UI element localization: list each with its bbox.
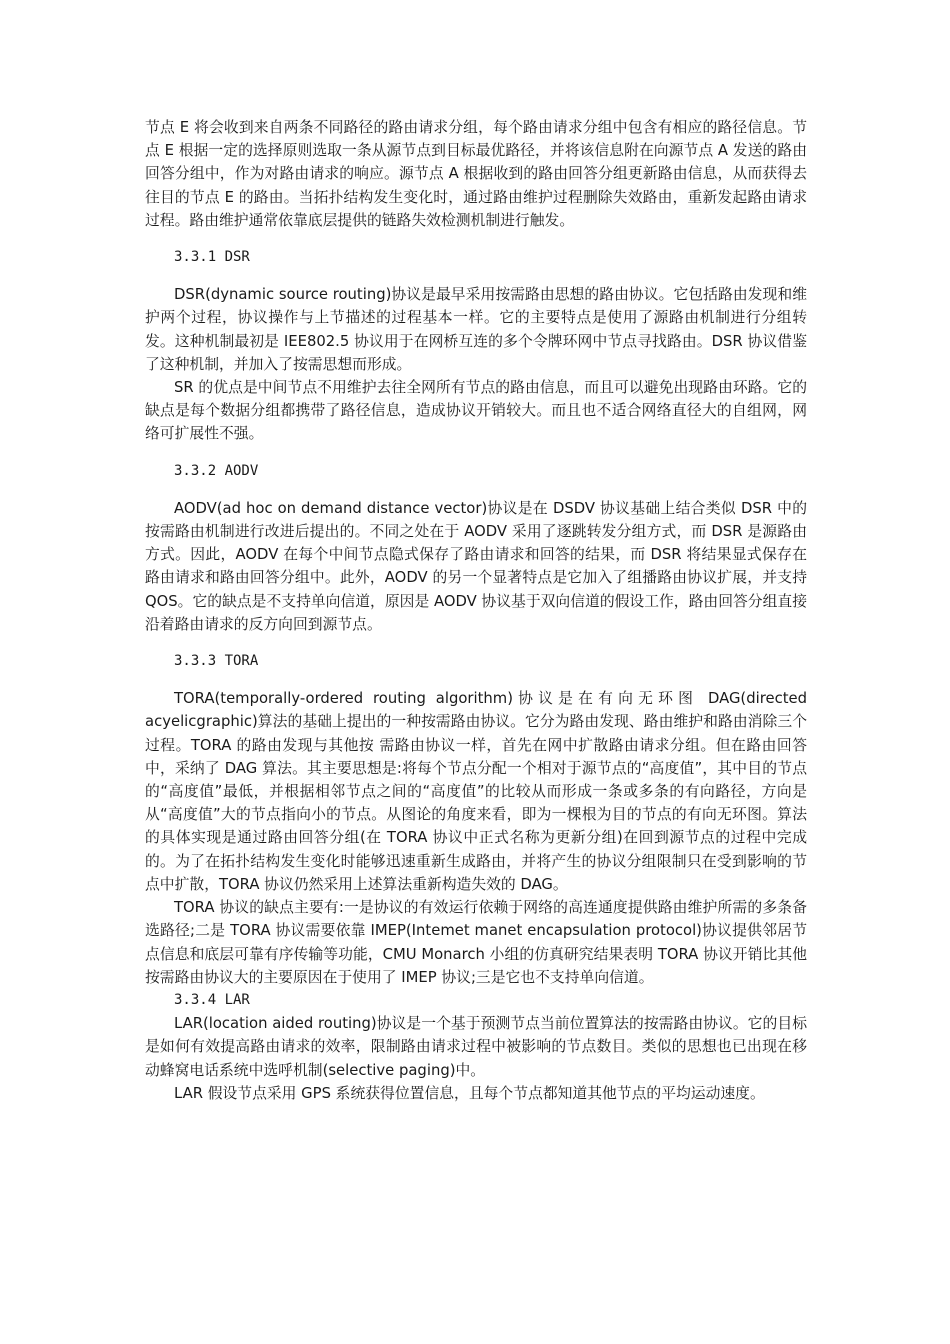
- intro-paragraph: 节点 E 将会收到来自两条不同路径的路由请求分组，每个路由请求分组中包含有相应的路径信息。节点 E 根据一定的选择原则选取一条从源节点到目标最优路径，并将该信息附在向源节点 A 发送的路由回答分组中，作为对路由请求的响应。源节点 A 根据收到的路由回答分组更新路由信息，从而获得去往目的节点 E 的路由。当拓扑结构发生变化时，通过路由维护过程删除失效路由，重新发起路由请求过程。路由维护通常依靠底层提供的链路失效检测机制进行触发。: [145, 119, 807, 229]
- lar-paragraph-2: LAR 假设节点采用 GPS 系统获得位置信息，且每个节点都知道其他节点的平均运动速度。: [174, 1084, 765, 1102]
- dsr-paragraph-2: SR 的优点是中间节点不用维护去往全网所有节点的路由信息，而且可以避免出现路由环路。它的缺点是每个数据分组都携带了路径信息，造成协议开销较大。而且也不适合网络直径大的自组网，网络可扩展性不强。: [145, 379, 807, 443]
- dsr-paragraph-1: DSR(dynamic source routing)协议是最早采用按需路由思想的路由协议。它包括路由发现和维护两个过程，协议操作与上节描述的过程基本一样。它的主要特点是使用了源路由机制进行分组转发。这种机制最初是 IEE802.5 协议用于在网桥互连的多个令牌环网中节点寻找路由。DSR 协议借鉴了这种机制，并加入了按需思想而形成。: [145, 286, 807, 373]
- tora-paragraph-1: TORA(temporally-ordered routing algorithm)协议是在有向无环图 DAG(directed acyelicgraphic)算法的基础上提出的一种按需路由协议。它分为路由发现、路由维护和路由消除三个过程。TORA 的路由发现与其他按 需路由协议一样，首先在网中扩散路由请求分组。但在路由回答中，采纳了 DAG 算法。其主要思想是:将每个节点分配一个相对于源节点的“高度值”，其中目的节点的“高度值”最低，并根据相邻节点之间的“高度值”的比较从而形成一条或多条的有向路径，方向是从“高度值”大的节点指向小的节点。从图论的角度来看，即为一棵根为目的节点的有向无环图。算法的具体实现是通过路由回答分组(在 TORA 协议中正式名称为更新分组)在回到源节点的过程中完成的。为了在拓扑结构发生变化时能够迅速重新生成路由，并将产生的协议分组限制只在受到影响的节点中扩散，TORA 协议仍然采用上述算法重新构造失效的 DAG。: [145, 690, 807, 893]
- section-heading-tora: 3.3.3 TORA: [174, 653, 259, 670]
- aodv-paragraph-1: AODV(ad hoc on demand distance vector)协议是在 DSDV 协议基础上结合类似 DSR 中的按需路由机制进行改进后提出的。不同之处在于 AODV 采用了逐跳转发分组方式，而 DSR 是源路由方式。因此，AODV 在每个中间节点隐式保存了路由请求和回答的结果，而 DSR 将结果显式保存在路由请求和路由回答分组中。此外，AODV 的另一个显著特点是它加入了组播路由协议扩展，并支持 QOS。它的缺点是不支持单向信道，原因是 AODV 协议基于双向信道的假设工作，路由回答分组直接沿着路由请求的反方向回到源节点。: [145, 499, 807, 633]
- tora-paragraph-2: TORA 协议的缺点主要有:一是协议的有效运行依赖于网络的高连通度提供路由维护所需的多条备选路径;二是 TORA 协议需要依靠 IMEP(Intemet manet encapsulation protocol)协议提供邻居节点信息和底层可靠有序传输等功能，CMU Monarch 小组的仿真研究结果表明 TORA 协议开销比其他按需路由协议大的主要原因在于使用了 IMEP 协议;三是它也不支持单向信道。: [145, 899, 807, 986]
- document-page: [145, 116, 807, 1105]
- section-heading-dsr: 3.3.1 DSR: [174, 249, 250, 266]
- section-heading-aodv: 3.3.2 AODV: [174, 462, 259, 479]
- lar-paragraph-1: LAR(location aided routing)协议是一个基于预测节点当前位置算法的按需路由协议。它的目标是如何有效提高路由请求的效率，限制路由请求过程中被影响的节点数目。类似的思想也已出现在移动蜂窝电话系统中选呼机制(selective paging)中。: [145, 1015, 807, 1079]
- section-heading-lar: 3.3.4 LAR: [174, 991, 250, 1008]
